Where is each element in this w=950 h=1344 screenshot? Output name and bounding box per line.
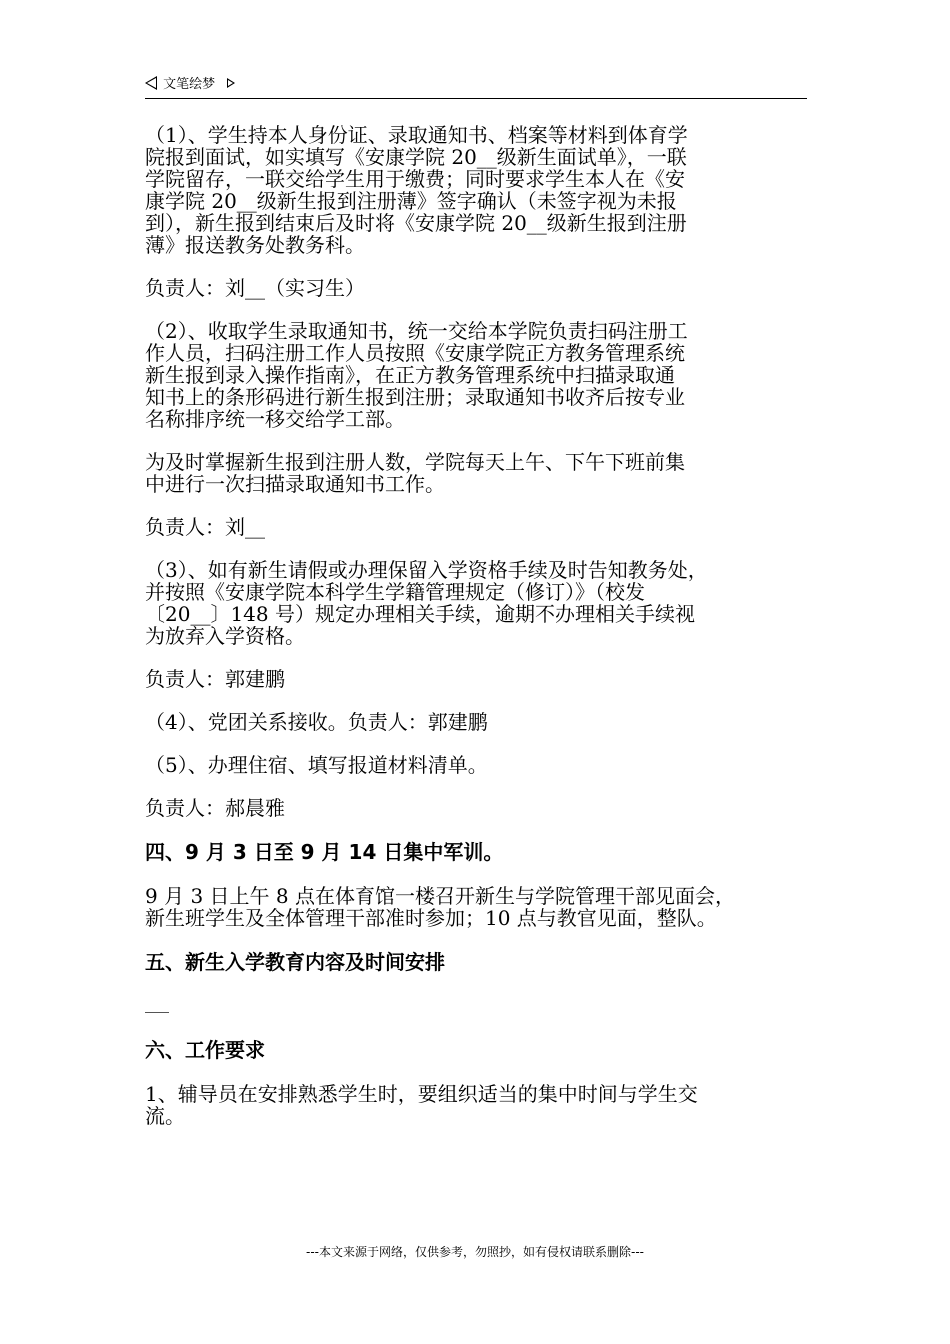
text-line: 新生班学生及全体管理干部准时参加；10 点与教官见面，整队。 [145, 906, 717, 930]
text-line: 康学院 20__级新生报到注册薄》签字确认（未签字视为未报 [145, 189, 677, 213]
header-title: 文笔绘梦 [163, 77, 216, 92]
section-6-paragraph [145, 1083, 811, 1127]
text-line: 〔20__〕148 号）规定办理相关手续，逾期不办理相关手续视 [145, 602, 695, 626]
item-2-note [145, 451, 811, 495]
triangle-left-icon [145, 76, 157, 90]
text-line: 作人员，扫码注册工作人员按照《安康学院正方教务管理系统 [145, 341, 685, 365]
divider [145, 1012, 169, 1013]
text-line: 流。 [145, 1104, 185, 1128]
section-heading-4: 四、9 月 3 日至 9 月 14 日集中军训。 [145, 840, 504, 864]
responsible-person-5: 负责人：郝晨雅 [145, 796, 285, 820]
responsible-person-1: 负责人：刘__（实习生） [145, 276, 365, 300]
text-line: 学院留存，一联交给学生用于缴费；同时要求学生本人在《安 [145, 167, 685, 191]
text-line: 中进行一次扫描录取通知书工作。 [145, 472, 445, 496]
responsible-person-2: 负责人：刘__ [145, 515, 265, 539]
item-4-paragraph: （4）、党团关系接收。负责人：郭建鹏 [145, 710, 488, 734]
text-line: 院报到面试，如实填写《安康学院 20__级新生面试单》，一联 [145, 145, 687, 169]
item-3-paragraph [145, 559, 811, 647]
text-line: （1）、学生持本人身份证、录取通知书、档案等材料到体育学 [145, 123, 688, 147]
document-body [145, 124, 811, 1148]
page-footer: ---本文来源于网络，仅供参考，勿照抄，如有侵权请联系删除--- [306, 1245, 644, 1259]
text-line: 9 月 3 日上午 8 点在体育馆一楼召开新生与学院管理干部见面会， [145, 884, 735, 908]
responsible-person-3: 负责人：郭建鹏 [145, 667, 285, 691]
text-line: （2）、收取学生录取通知书，统一交给本学院负责扫码注册工 [145, 319, 688, 343]
section-4-paragraph [145, 885, 811, 929]
item-2-paragraph [145, 320, 811, 430]
text-line: 名称排序统一移交给学工部。 [145, 407, 405, 431]
triangle-right-icon [227, 78, 235, 88]
text-line: 新生报到录入操作指南》，在正方教务管理系统中扫描录取通 [145, 363, 675, 387]
section-heading-5: 五、新生入学教育内容及时间安排 [145, 950, 445, 974]
text-line: 薄》报送教务处教务科。 [145, 233, 365, 257]
text-line: 到），新生报到结束后及时将《安康学院 20__级新生报到注册 [145, 211, 687, 235]
text-line: 并按照《安康学院本科学生学籍管理规定（修订）》（校发 [145, 580, 645, 604]
text-line: 为放弃入学资格。 [145, 624, 305, 648]
text-line: （3）、如有新生请假或办理保留入学资格手续及时告知教务处， [145, 558, 708, 582]
text-line: 知书上的条形码进行新生报到注册；录取通知书收齐后按专业 [145, 385, 685, 409]
item-5-paragraph: （5）、办理住宿、填写报道材料清单。 [145, 753, 488, 777]
text-line: 1、辅导员在安排熟悉学生时，要组织适当的集中时间与学生交 [145, 1082, 698, 1106]
text-line: 为及时掌握新生报到注册人数，学院每天上午、下午下班前集 [145, 450, 685, 474]
page-header [145, 74, 807, 99]
section-heading-6: 六、工作要求 [145, 1038, 265, 1062]
item-1-paragraph [145, 124, 811, 256]
